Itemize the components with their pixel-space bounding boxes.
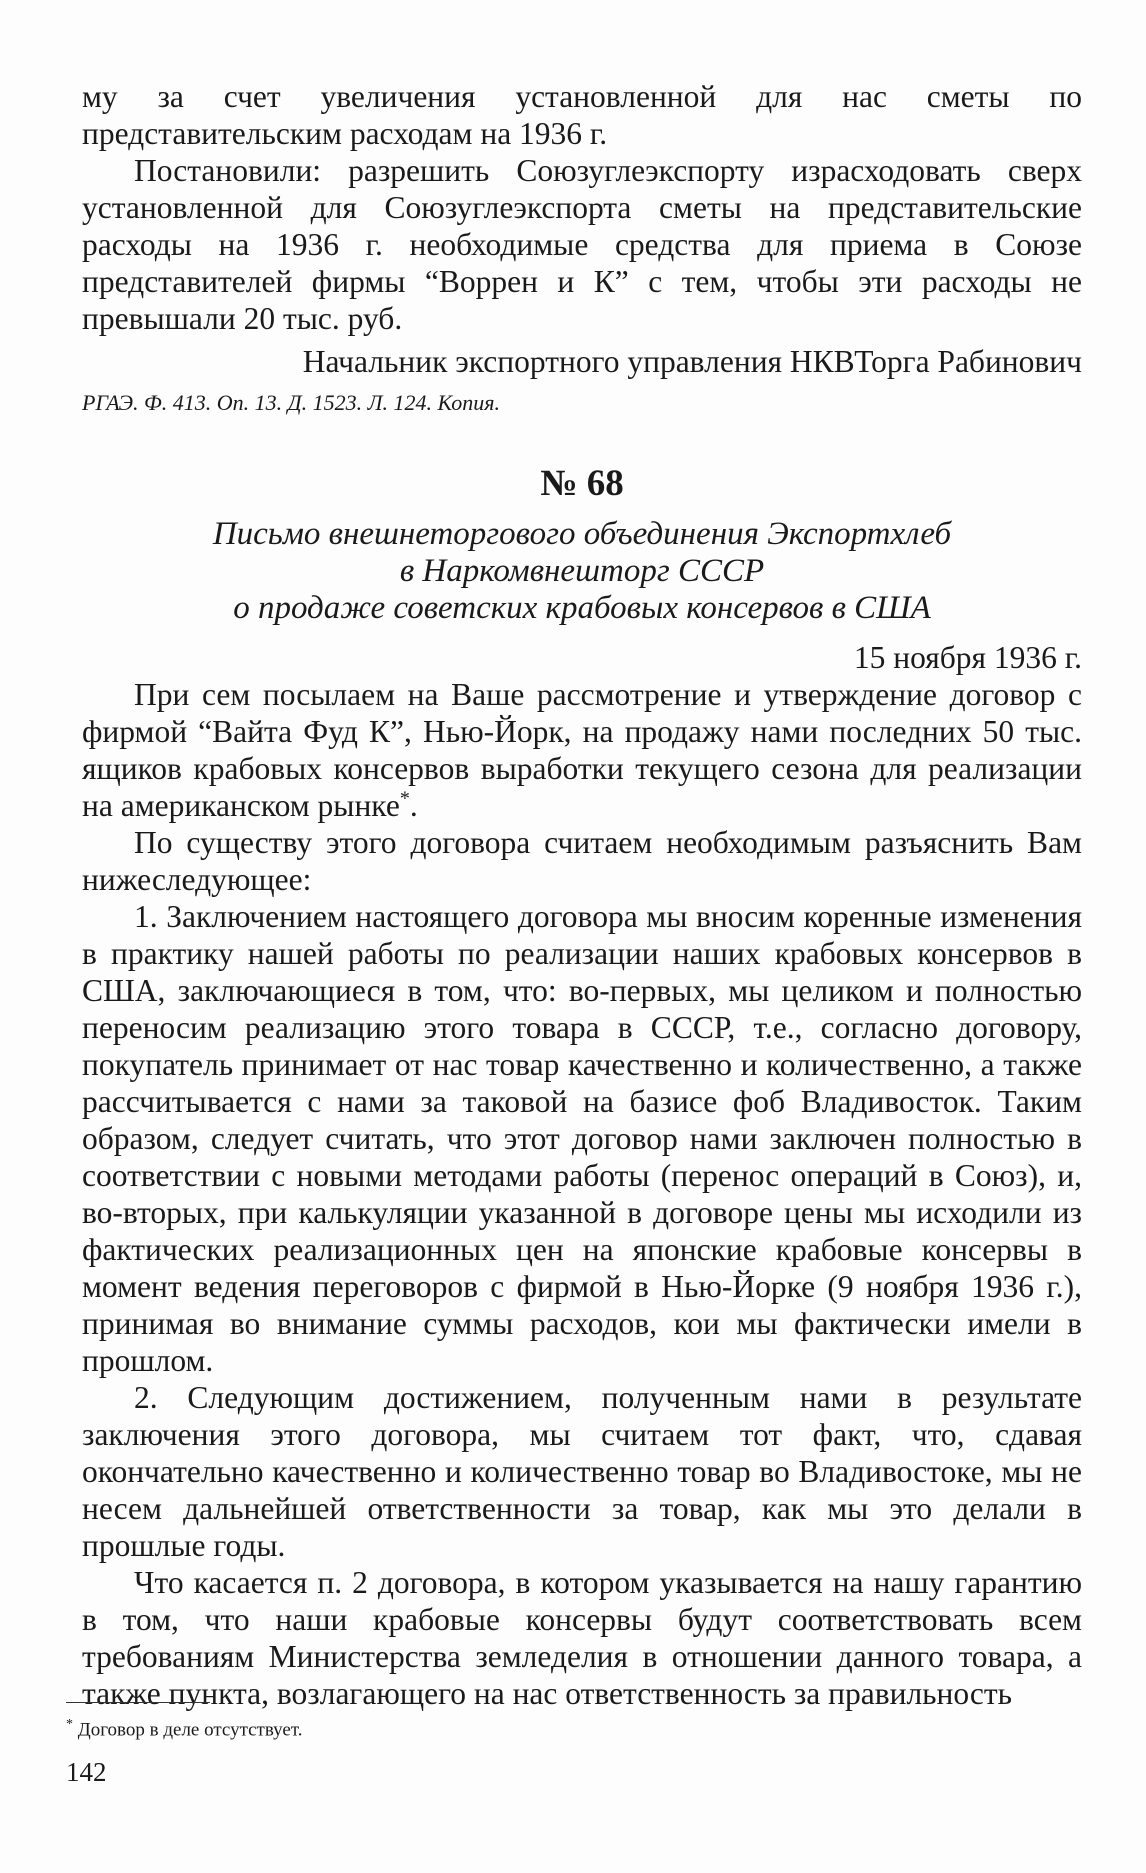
document-title-line: в Наркомвнешторг СССР xyxy=(399,553,765,589)
body-paragraph-5: Что касается п. 2 договора, в котором указывается на нашу гарантию в том, что наши крабовые консервы будут соответствовать всем требованиям Министерства земледелия в отношении данного товара, а также пункта, возлагающего на нас ответственность за правильность xyxy=(82,1565,1082,1711)
page-number: 142 xyxy=(66,1757,107,1787)
footnote-divider xyxy=(66,1702,210,1703)
text-column xyxy=(82,78,1082,1712)
continued-paragraph: му за счет увеличения установленной для нас сметы по представительским расходам на 1936 г. xyxy=(82,79,1082,151)
footnote-mark: * xyxy=(66,1717,73,1732)
body-paragraph-1 xyxy=(82,676,1082,824)
body-paragraph-3: 1. Заключением настоящего договора мы вносим коренные изменения в практику нашей работы по реализации наших крабовых консервов в США, заключающиеся в том, что: во-первых, мы целиком и полностью переносим реализацию этого товара в СССР, т.е., согласно договору, покупатель принимает от нас товар качественно и количественно, а также рассчитывается с нами за таковой на базисе фоб Владивосток. Таким образом, следует считать, что этот договор нами заключен полностью в соответствии с новыми методами работы (перенос операций в Союз), и, во-вторых, при калькуляции указанной в договоре цены мы исходили из фактических реализационных цен на японские крабовые консервы в момент ведения переговоров с фирмой в Нью-Йорке (9 ноября 1936 г.), принимая во внимание суммы расходов, кои мы фактически имели в прошлом. xyxy=(82,899,1082,1378)
archive-reference: РГАЭ. Ф. 413. Оп. 13. Д. 1523. Л. 124. Копия. xyxy=(82,390,501,415)
document-number: № 68 xyxy=(540,463,624,504)
body-paragraph-2: По существу этого договора считаем необходимым разъяснить Вам нижеследующее: xyxy=(82,825,1082,897)
footnote-text: Договор в деле отсутствует. xyxy=(77,1719,303,1741)
resolution-paragraph: Постановили: разрешить Союзуглеэкспорту израсходовать сверх установленной для Союзуглеэкспорта сметы на представительские расходы на 1936 г. необходимые средства для приема в Союзе представителей фирмы “Воррен и К” с тем, чтобы эти расходы не превышали 20 тыс. руб. xyxy=(82,153,1082,336)
document-title-line: Письмо внешнеторгового объединения Экспортхлеб xyxy=(212,516,952,552)
body-paragraph-1-end: . xyxy=(409,788,418,823)
footnote-reference: * xyxy=(399,787,410,810)
signature: Начальник экспортного управления НКВТорга Рабинович xyxy=(302,344,1082,379)
document-date: 15 ноября 1936 г. xyxy=(853,640,1082,675)
document-title xyxy=(82,516,1082,627)
document-title-line: о продаже советских крабовых консервов в США xyxy=(233,590,931,626)
body-paragraph-4: 2. Следующим достижением, полученным нами в результате заключения этого договора, мы считаем тот факт, что, сдавая окончательно качественно и количественно товар во Владивостоке, мы не несем дальнейшей ответственности за товар, как мы это делали в прошлые годы. xyxy=(82,1380,1082,1563)
footnote xyxy=(66,1712,302,1743)
body-paragraph-1-text: При сем посылаем на Ваше рассмотрение и утверждение договор с фирмой “Вайта Фуд К”, Нью-Йорк, на продажу нами последних 50 тыс. ящиков крабовых консервов выработки текущего сезона для реализации на американском рынке xyxy=(82,677,1082,823)
